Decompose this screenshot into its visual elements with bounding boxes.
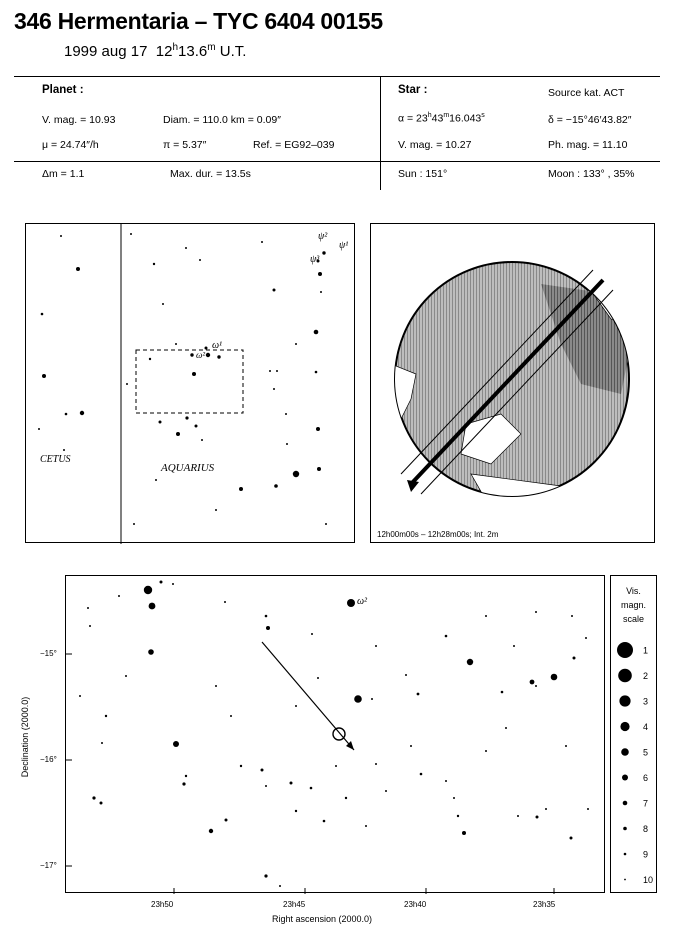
field-star (182, 782, 185, 785)
ra-m-unit: m (443, 112, 450, 119)
asteroid-track (262, 642, 354, 750)
field-star (371, 698, 373, 700)
finder-star (239, 487, 243, 491)
moon-elongation: Moon : 133° , 35% (548, 168, 635, 180)
table-mid-rule (14, 161, 660, 162)
psi3-label: ψ³ (310, 254, 320, 265)
scale-symbol (617, 642, 633, 658)
star-source-catalog: Source kat. ACT (548, 87, 625, 99)
field-star (148, 649, 154, 655)
scale-symbol (624, 853, 627, 856)
field-star (224, 601, 226, 603)
field-star (347, 599, 355, 607)
field-star (335, 765, 337, 767)
field-star (279, 885, 281, 887)
target-star-marker (333, 728, 345, 740)
field-star (467, 659, 473, 665)
field-star (545, 808, 547, 810)
field-star (345, 797, 347, 799)
x-tick-label: 23h35 (533, 900, 556, 909)
event-datetime: 1999 aug 17 12$^h$13.6$^m$ U.T. (64, 42, 247, 60)
field-star (457, 815, 459, 817)
field-star (310, 787, 313, 790)
field-star (535, 611, 537, 613)
finder-star (162, 303, 164, 305)
aquarius-label: AQUARIUS (161, 462, 215, 474)
finder-star (190, 353, 193, 356)
finder-star (215, 509, 217, 511)
field-frame (136, 350, 243, 413)
finder-star (38, 428, 40, 430)
finder-chart-svg (26, 224, 356, 544)
finder-star (42, 374, 46, 378)
field-star (587, 808, 589, 810)
y-tick-label: −17° (40, 861, 57, 870)
scale-symbol (618, 669, 632, 683)
field-star (375, 645, 377, 647)
star-declination: δ = −15°46′43.82″ (548, 114, 632, 126)
field-star (79, 695, 81, 697)
page-title: 346 Hermentaria – TYC 6404 00155 (14, 8, 383, 34)
omega2-chart-label: ω² (357, 596, 368, 607)
field-star (89, 625, 91, 627)
field-star (100, 802, 103, 805)
scale-magnitude-label: 6 (643, 773, 649, 783)
scale-magnitude-label: 4 (643, 722, 649, 732)
field-star (530, 680, 535, 685)
finder-star (199, 259, 201, 261)
field-star (295, 705, 297, 707)
finder-star (149, 358, 151, 360)
field-star (565, 745, 567, 747)
x-tick-label: 23h45 (283, 900, 306, 909)
field-star (536, 816, 539, 819)
star-label: Star : (398, 84, 428, 96)
finder-star (206, 353, 210, 357)
finder-star (320, 291, 322, 293)
detail-chart-svg (66, 576, 606, 894)
field-star (410, 745, 412, 747)
scale-magnitude-label: 1 (643, 645, 649, 656)
field-star (295, 810, 297, 812)
field-star (160, 581, 163, 584)
star-vmag: V. mag. = 10.27 (398, 139, 472, 151)
field-star (261, 769, 264, 772)
finder-star (318, 272, 322, 276)
field-star (505, 727, 507, 729)
x-axis-label: Right ascension (2000.0) (272, 914, 373, 924)
sun-elongation: Sun : 151° (398, 168, 448, 180)
detail-stars (79, 581, 589, 888)
field-star (535, 685, 537, 687)
field-star (317, 677, 319, 679)
field-star (405, 674, 407, 676)
field-star (445, 635, 448, 638)
path-arrow-icon (407, 480, 419, 492)
finder-star (176, 432, 180, 436)
field-star (290, 782, 293, 785)
field-star (144, 586, 152, 594)
y-tick-label: −16° (40, 755, 57, 764)
x-tick-label: 23h50 (151, 900, 174, 909)
finder-star (192, 372, 196, 376)
finder-star (217, 355, 220, 358)
planet-diameter: Diam. = 110.0 km = 0.09″ (163, 114, 281, 126)
finder-star (155, 479, 157, 481)
scale-magnitude-label: 3 (643, 696, 649, 707)
field-star (551, 674, 558, 681)
field-star (230, 715, 232, 717)
finder-star (269, 370, 271, 372)
field-star (311, 633, 313, 635)
planet-parallax: π = 5.37″ (163, 139, 207, 151)
field-star (453, 797, 455, 799)
finder-star (60, 235, 62, 237)
finder-star (274, 484, 278, 488)
field-star (385, 790, 387, 792)
finder-star (41, 313, 44, 316)
field-star (585, 637, 587, 639)
finder-star (314, 330, 319, 335)
scale-symbol (623, 801, 628, 806)
field-star (513, 645, 515, 647)
field-star (92, 796, 95, 799)
finder-star (322, 251, 325, 254)
psi2-label: ψ² (318, 231, 328, 242)
globe-caption: 12h00m00s – 12h28m00s; Int. 2m (377, 530, 499, 539)
field-star (354, 695, 362, 703)
field-star (172, 583, 174, 585)
scale-title-line: magn. (620, 600, 646, 610)
scale-svg (611, 576, 656, 894)
y-tick-label: −15° (40, 649, 57, 658)
finder-star (126, 383, 128, 385)
finder-star (130, 233, 132, 235)
scale-magnitude-label: 10 (643, 875, 654, 885)
omega1-label: ω¹ (212, 340, 223, 351)
scale-symbol (623, 827, 627, 831)
star-phmag: Ph. mag. = 11.10 (548, 139, 628, 151)
planet-label: Planet : (42, 84, 84, 96)
finder-star (185, 416, 188, 419)
detail-star-chart (65, 575, 605, 893)
scale-symbol (624, 879, 626, 881)
event-minute: 13.6 (178, 43, 208, 60)
ra-s-unit: s (481, 112, 485, 119)
earth-globe-panel (370, 223, 655, 543)
scale-magnitude-label: 2 (643, 671, 649, 681)
event-date: 1999 aug 17 (64, 43, 148, 60)
field-star (185, 775, 187, 777)
cetus-label: CETUS (40, 454, 71, 465)
finder-star (185, 247, 187, 249)
field-star (417, 693, 420, 696)
scale-magnitude-label: 5 (643, 747, 649, 758)
finder-star (276, 370, 278, 372)
event-hour: 12 (155, 43, 173, 60)
finder-star (153, 263, 155, 265)
field-star (225, 819, 228, 822)
ra-minutes: 43 (431, 112, 444, 125)
finder-star (273, 388, 275, 390)
finder-stars (38, 233, 327, 525)
field-star (265, 615, 268, 618)
finder-star (316, 427, 320, 431)
field-star (209, 829, 213, 833)
finder-star (261, 241, 263, 243)
scale-magnitude-label: 7 (643, 798, 649, 809)
finder-star (273, 289, 276, 292)
planet-motion: μ = 24.74″/h (42, 139, 99, 151)
field-star (445, 780, 447, 782)
omega2-finder-label: ω² (196, 350, 206, 360)
field-star (87, 607, 89, 609)
scale-title-line: scale (622, 614, 644, 624)
scale-symbol (621, 748, 629, 756)
finder-star (201, 439, 203, 441)
star-right-ascension (398, 112, 485, 125)
finder-star (195, 425, 198, 428)
ra-seconds: 16.043 (449, 112, 482, 125)
finder-star (76, 267, 80, 271)
finder-star (325, 523, 327, 525)
finder-star (159, 421, 162, 424)
finder-star (315, 371, 318, 374)
field-star (101, 742, 103, 744)
ra-h-unit: h (427, 112, 432, 119)
psi1-label: ψ¹ (339, 240, 349, 251)
field-star (501, 691, 504, 694)
scale-symbol (622, 775, 628, 781)
table-divider (380, 76, 381, 190)
field-star (570, 837, 573, 840)
finder-star (63, 449, 65, 451)
field-star (125, 675, 127, 677)
field-star (118, 595, 120, 597)
field-star (173, 741, 179, 747)
planet-delta-mag: Δm = 1.1 (42, 168, 85, 180)
field-star (420, 773, 423, 776)
table-top-rule (14, 76, 660, 77)
field-star (240, 765, 242, 767)
finder-chart (25, 223, 355, 543)
event-ut: U.T. (219, 43, 247, 60)
field-star (573, 657, 576, 660)
field-star (149, 603, 156, 610)
finder-star (65, 413, 68, 416)
finder-star (133, 523, 135, 525)
magnitude-scale (610, 575, 657, 893)
field-star (517, 815, 519, 817)
field-star (323, 820, 326, 823)
finder-star (317, 467, 321, 471)
globe-svg (371, 224, 656, 544)
x-tick-label: 23h40 (404, 900, 427, 909)
planet-vmag: V. mag. = 10.93 (42, 114, 116, 126)
finder-star (285, 413, 287, 415)
field-star (462, 831, 466, 835)
field-star (266, 626, 270, 630)
field-star (215, 685, 217, 687)
field-star (485, 750, 487, 752)
field-star (571, 615, 573, 617)
planet-max-duration: Max. dur. = 13.5s (170, 168, 251, 180)
field-star (375, 763, 377, 765)
scale-title-line: Vis. (626, 586, 641, 596)
finder-star (295, 343, 297, 345)
finder-star (80, 411, 84, 415)
scale-magnitude-label: 8 (643, 824, 649, 834)
y-axis-label: Declination (2000.0) (20, 696, 30, 778)
field-star (265, 785, 267, 787)
finder-star (286, 443, 288, 445)
field-star (365, 825, 367, 827)
scale-symbol (620, 722, 629, 731)
scale-symbol (619, 695, 630, 706)
field-star (105, 715, 107, 717)
planet-reference: Ref. = EG92–039 (253, 139, 335, 151)
finder-star (175, 343, 177, 345)
finder-star (293, 471, 299, 477)
scale-magnitude-label: 9 (643, 849, 649, 860)
field-star (264, 874, 267, 877)
field-star (485, 615, 487, 617)
ra-hours: α = 23 (398, 112, 428, 125)
